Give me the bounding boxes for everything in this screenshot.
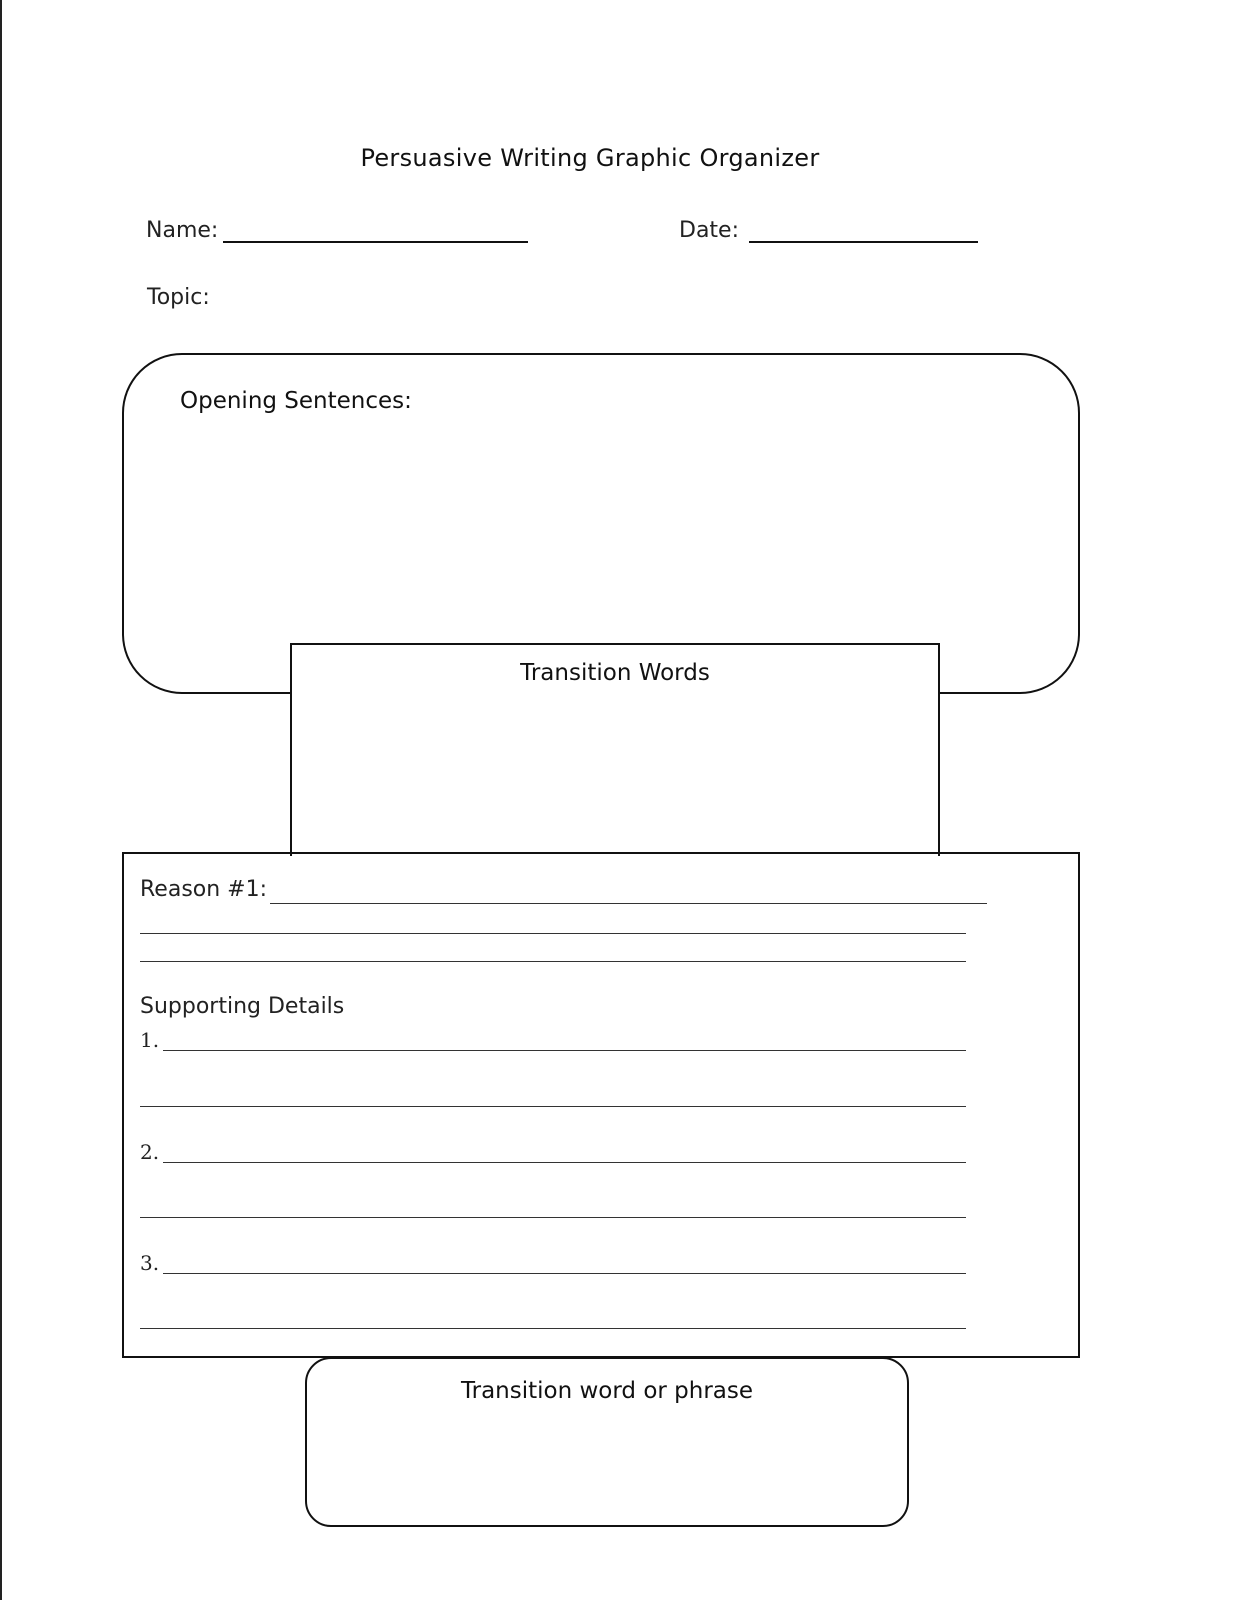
detail-2-line-1[interactable] [163,1162,966,1163]
detail-number-3: 3. [140,1251,160,1275]
reason-line-2[interactable] [140,933,966,934]
detail-3-line-2[interactable] [140,1328,966,1329]
detail-number-1: 1. [140,1028,160,1052]
detail-3-line-1[interactable] [163,1273,966,1274]
opening-sentences-heading: Opening Sentences: [180,388,412,414]
detail-1-line-2[interactable] [140,1106,966,1107]
page-title: Persuasive Writing Graphic Organizer [360,144,820,172]
topic-label: Topic: [147,285,210,310]
reason-label: Reason #1: [140,877,268,902]
date-field[interactable] [749,241,978,243]
name-field[interactable] [223,241,528,243]
transition-words-heading: Transition Words [520,660,710,686]
reason-line-1[interactable] [270,903,987,904]
detail-number-2: 2. [140,1140,160,1164]
reason-box [122,852,1080,1358]
supporting-details-label: Supporting Details [140,994,345,1019]
date-label: Date: [679,218,739,243]
reason-line-3[interactable] [140,961,966,962]
page-left-border [0,0,2,1600]
name-label: Name: [146,218,219,243]
detail-2-line-2[interactable] [140,1217,966,1218]
transition-phrase-heading: Transition word or phrase [460,1378,754,1404]
detail-1-line-1[interactable] [163,1050,966,1051]
